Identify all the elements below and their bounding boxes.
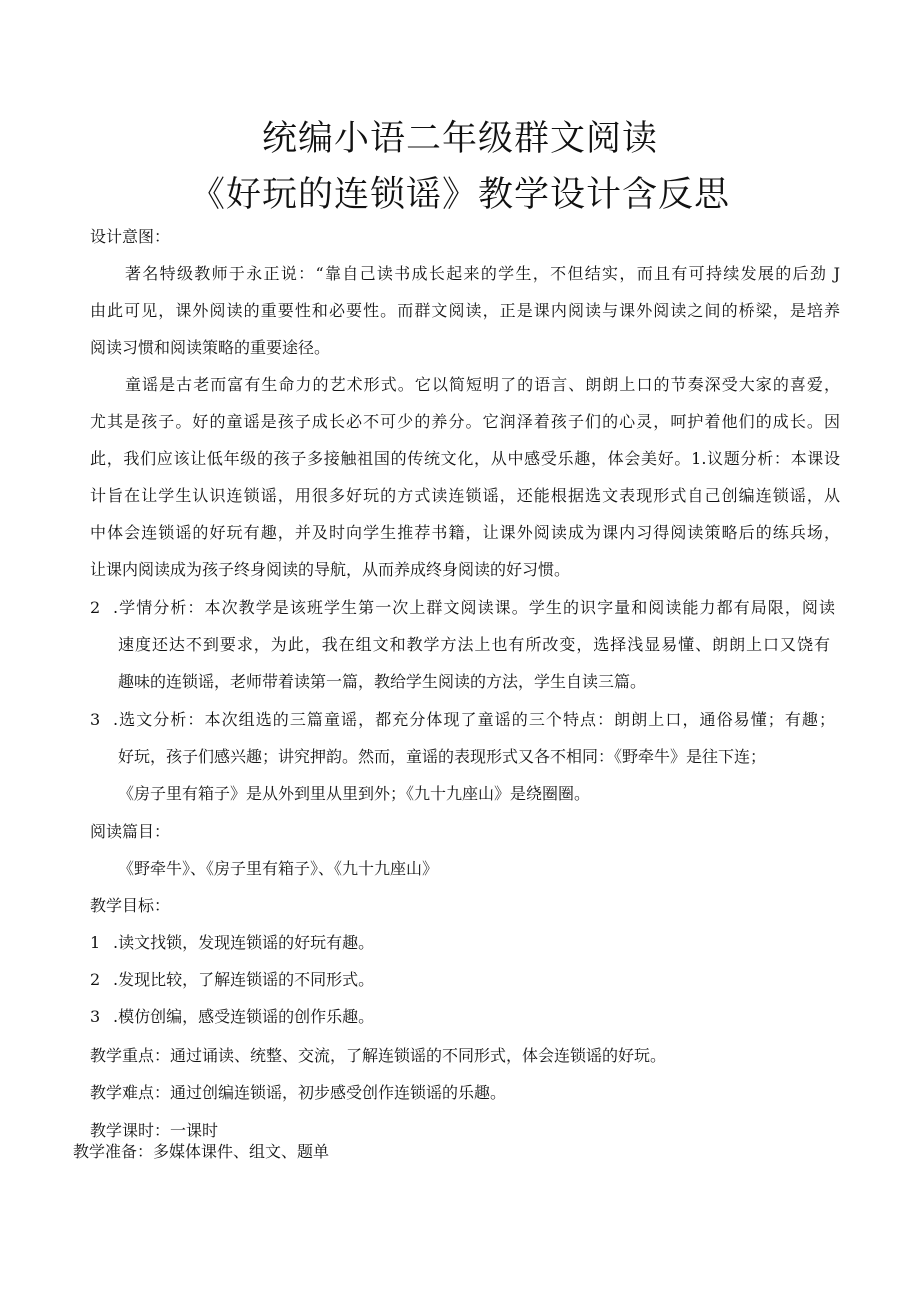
intent-p1-line-3: 阅读习惯和阅读策略的重要途径。 <box>90 338 331 357</box>
goal-3-text: .模仿创编，感受连锁谣的创作乐趣。 <box>113 1007 375 1026</box>
item-2-line-3: 趣味的连锁谣，老师带着读第一篇，教给学生阅读的方法，学生自读三篇。 <box>118 672 647 691</box>
reading-list: 《野牵牛》、《房子里有箱子》、《九十九座山》 <box>118 859 439 878</box>
intent-p1-line-1: 著名特级教师于永正说：“靠自己读书成长起来的学生，不但结实，而且有可持续发展的后劲 J <box>125 264 840 283</box>
item-2-number: 2 <box>90 598 101 617</box>
intent-heading: 设计意图： <box>90 227 171 246</box>
difficulty: 教学难点：通过创编连锁谣，初步感受创作连锁谣的乐趣。 <box>90 1083 507 1102</box>
item-2-line-2: 速度还达不到要求，为此，我在组文和教学方法上也有所改变，选择浅显易懂、朗朗上口又饶有 <box>118 635 830 654</box>
key-point: 教学重点：通过诵读、统整、交流，了解连锁谣的不同形式，体会连锁谣的好玩。 <box>90 1046 667 1065</box>
intent-p1-line-2: 由此可见，课外阅读的重要性和必要性。而群文阅读，正是课内阅读与课外阅读之间的桥梁，是培养 <box>90 301 840 320</box>
intent-p2-line-2: 尤其是孩子。好的童谣是孩子成长必不可少的养分。它润泽着孩子们的心灵，呵护着他们的成长。因 <box>90 412 840 431</box>
goal-1-number: 1 <box>90 933 101 952</box>
reading-heading: 阅读篇目： <box>90 822 171 841</box>
title-line-2: 《好玩的连锁谣》教学设计含反思 <box>189 175 730 215</box>
goal-3-number: 3 <box>90 1007 101 1026</box>
goal-2-text: .发现比较，了解连锁谣的不同形式。 <box>113 970 375 989</box>
item-2-line-1: .学情分析：本次教学是该班学生第一次上群文阅读课。学生的识字量和阅读能力都有局限，阅读 <box>113 598 835 617</box>
goal-1-text: .读文找锁，发现连锁谣的好玩有趣。 <box>113 933 375 952</box>
item-3-number: 3 <box>90 710 101 729</box>
item-3-line-3: 《房子里有箱子》是从外到里从里到外；《九十九座山》是绕圈圈。 <box>118 784 591 803</box>
goals-heading: 教学目标： <box>90 896 171 915</box>
title-line-1: 统编小语二年级群文阅读 <box>261 119 658 159</box>
teaching-preparation: 教学准备：多媒体课件、组文、题单 <box>73 1142 330 1161</box>
intent-p2-line-5: 中体会连锁谣的好玩有趣，并及时向学生推荐书籍，让课外阅读成为课内习得阅读策略后的练兵场， <box>90 523 840 542</box>
intent-p2-line-3: 此，我们应该让低年级的孩子多接触祖国的传统文化，从中感受乐趣，体会美好。1.议题分析：本课设 <box>90 449 840 468</box>
goal-2-number: 2 <box>90 970 101 989</box>
intent-p2-line-1: 童谣是古老而富有生命力的艺术形式。它以简短明了的语言、朗朗上口的节奏深受大家的喜爱， <box>125 375 840 394</box>
item-3-line-1: .选文分析：本次组选的三篇童谣，都充分体现了童谣的三个特点：朗朗上口，通俗易懂；有趣； <box>113 710 835 729</box>
intent-p2-line-4: 计旨在让学生认识连锁谣，用很多好玩的方式读连锁谣，还能根据选文表现形式自己创编连锁谣，从 <box>90 486 840 505</box>
intent-p2-line-6: 让课内阅读成为孩子终身阅读的导航，从而养成终身阅读的好习惯。 <box>90 560 571 579</box>
teaching-hours: 教学课时：一课时 <box>90 1121 219 1140</box>
item-3-line-2: 好玩，孩子们感兴趣；讲究押韵。然而，童谣的表现形式又各不相同：《野牵牛》是往下连； <box>118 747 767 766</box>
